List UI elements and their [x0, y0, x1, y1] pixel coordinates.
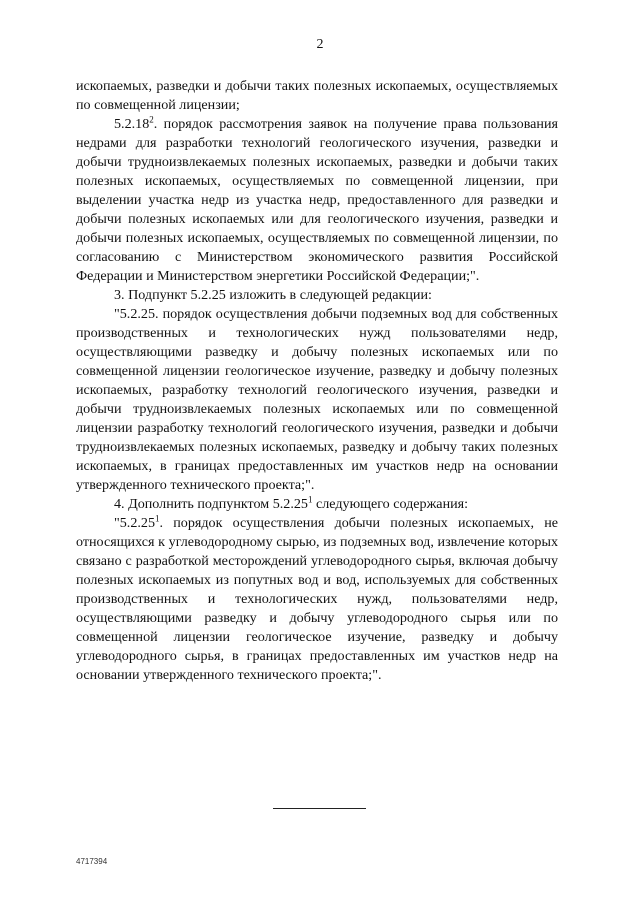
clause-text: . порядок осуществления добычи полезных ископаемых, не относящихся к углеводородному сырью, из подземных вод, извлечение которых связано с разработкой месторождений углеводородного сырья, включая добычу полезных ископаемых из попутных вод и вод, используемых для собственных производственных и технологических нужд, пользователями недр, осуществляющими разведку и добычу углеводородного сырья или по совмещенной лицензии геологическое изучение, разведку и добычу углеводородного сырья, в границах предоставленных им участков недр на основании утвержденного технического проекта;". [76, 515, 558, 683]
paragraph-5-2-25: "5.2.25. порядок осуществления добычи подземных вод для собственных производственных и технологических нужд пользователями недр, осуществляющими разведку и добычу полезных ископаемых или по совмещенной лицензии геологическое изучение, разведку и добычу полезных ископаемых, разработку технологий геологического изучения, разведки и добычи трудноизвлекаемых полезных ископаемых или по совмещенной лицензии разработку технологий геологического изучения, разведки и добычи трудноизвлекаемых полезных ископаемых, разведку и добычу таких полезных ископаемых, в границах предоставленных им участков недр на основании утвержденного технического проекта;". [76, 306, 558, 493]
paragraph-item-3: 3. Подпункт 5.2.25 изложить в следующей редакции: [114, 287, 432, 303]
document-body [76, 77, 558, 685]
item-4-prefix: 4. Дополнить подпунктом 5.2.25 [114, 496, 308, 512]
clause-text: . порядок рассмотрения заявок на получение права пользования недрами для разработки технологий геологического изучения, разведки и добычи трудноизвлекаемых полезных ископаемых, разведки и добычи таких полезных ископаемых, осуществляемых по совмещенной лицензии, при выделении участка недр из участка недр, предоставленного для разведки и добычи полезных ископаемых или для геологического изучения, разведки и добычи полезных ископаемых, осуществляемых по совмещенной лицензии, по согласованию с Министерством экономического развития Российской Федерации и Министерством энергетики Российской Федерации;". [76, 116, 558, 284]
paragraph-5-2-18-2 [76, 115, 558, 286]
item-4-superscript: 1 [307, 494, 313, 505]
paragraph-5-2-25-1 [76, 514, 558, 685]
clause-number: 5.2.18 [114, 116, 150, 132]
item-4-suffix: следующего содержания: [312, 496, 469, 512]
paragraph-item-4 [76, 495, 558, 514]
clause-superscript: 2 [149, 114, 154, 125]
clause-number: "5.2.25 [114, 515, 155, 531]
paragraph-continuation: ископаемых, разведки и добычи таких полезных ископаемых, осуществляемых по совмещенной лицензии; [76, 78, 558, 113]
page-number: 2 [316, 37, 324, 52]
document-code: 4717394 [76, 857, 108, 866]
clause-superscript: 1 [155, 513, 160, 524]
end-divider-line [273, 808, 366, 809]
